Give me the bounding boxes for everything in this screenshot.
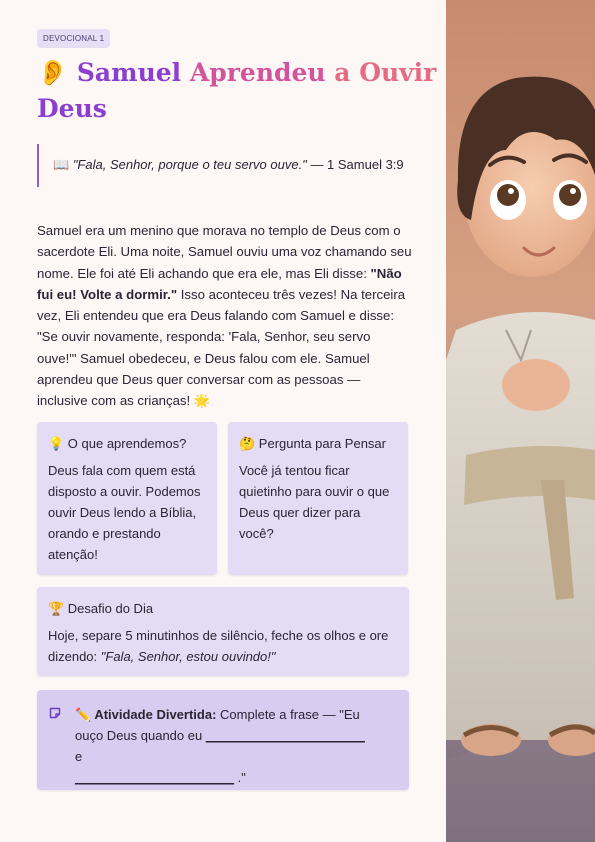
activity-blank-1: ______________________ bbox=[205, 728, 365, 743]
card-question bbox=[228, 422, 408, 575]
ear-icon: 👂 bbox=[37, 58, 69, 87]
title-word-ouvir: a Ouvir bbox=[334, 58, 437, 87]
card-challenge-heading: 🏆 Desafio do Dia bbox=[48, 601, 154, 616]
story-paragraph bbox=[37, 220, 413, 412]
card-daily-challenge bbox=[37, 587, 409, 676]
title-word-samuel: Samuel bbox=[76, 58, 182, 87]
quote-text: "Fala, Senhor, porque o teu servo ouve." bbox=[72, 157, 307, 172]
card-learn-heading: 💡 O que aprendemos? bbox=[48, 436, 187, 451]
activity-middle: e bbox=[75, 749, 83, 764]
child-samuel-illustration bbox=[446, 0, 595, 842]
story-bold-quote: "Não fui eu! Volte a dormir." bbox=[37, 265, 402, 302]
note-icon bbox=[49, 707, 61, 719]
devotional-tag: DEVOCIONAL 1 bbox=[37, 29, 110, 48]
card-activity bbox=[37, 690, 409, 790]
card-question-body: Você já tentou ficar quietinho para ouvir o que Deus quer dizer para você? bbox=[239, 463, 390, 541]
activity-end: ." bbox=[234, 770, 246, 785]
title-word-aprendeu: Aprendeu bbox=[189, 58, 326, 87]
bible-quote bbox=[37, 144, 413, 187]
child-praying-illustration bbox=[446, 0, 595, 842]
title-word-deus: Deus bbox=[37, 94, 107, 123]
activity-blank-2: ______________________ bbox=[75, 770, 235, 785]
card-what-we-learn bbox=[37, 422, 217, 575]
story-part-2: Isso aconteceu três vezes! Na terceira vez, Eli entendeu que era Deus falando com Samuel e disse: "Se ouvir novamente, responda: 'Fala, Senhor, seu servo ouve!'" Samuel obedeceu, e Deus falou com ele. Samuel aprendeu que Deus quer conversar com as pessoas — inclusive com as crianças! 🌟 bbox=[37, 286, 406, 409]
page-title bbox=[37, 55, 437, 127]
activity-text bbox=[75, 704, 375, 788]
quote-reference: — 1 Samuel 3:9 bbox=[310, 157, 404, 172]
card-challenge-body bbox=[48, 625, 398, 667]
book-icon: 📖 bbox=[53, 157, 70, 172]
challenge-prayer: "Fala, Senhor, estou ouvindo!" bbox=[100, 649, 276, 664]
story-part-1: Samuel era um menino que morava no templo de Deus com o sacerdote Eli. Uma noite, Samuel ouviu uma voz chamando seu nome. Ele foi até Eli achando que era ele, mas Eli disse: bbox=[37, 223, 412, 281]
card-learn-body: Deus fala com quem está disposto a ouvir. Podemos ouvir Deus lendo a Bíblia, orando e prestando atenção! bbox=[48, 463, 201, 562]
activity-label: ✏️ Atividade Divertida: bbox=[75, 707, 217, 722]
challenge-text: Hoje, separe 5 minutinhos de silêncio, feche os olhos e ore dizendo: bbox=[48, 628, 389, 664]
activity-prompt: Complete a frase — "Eu ouço Deus quando eu bbox=[75, 707, 360, 743]
card-question-heading: 🤔 Pergunta para Pensar bbox=[239, 436, 386, 451]
